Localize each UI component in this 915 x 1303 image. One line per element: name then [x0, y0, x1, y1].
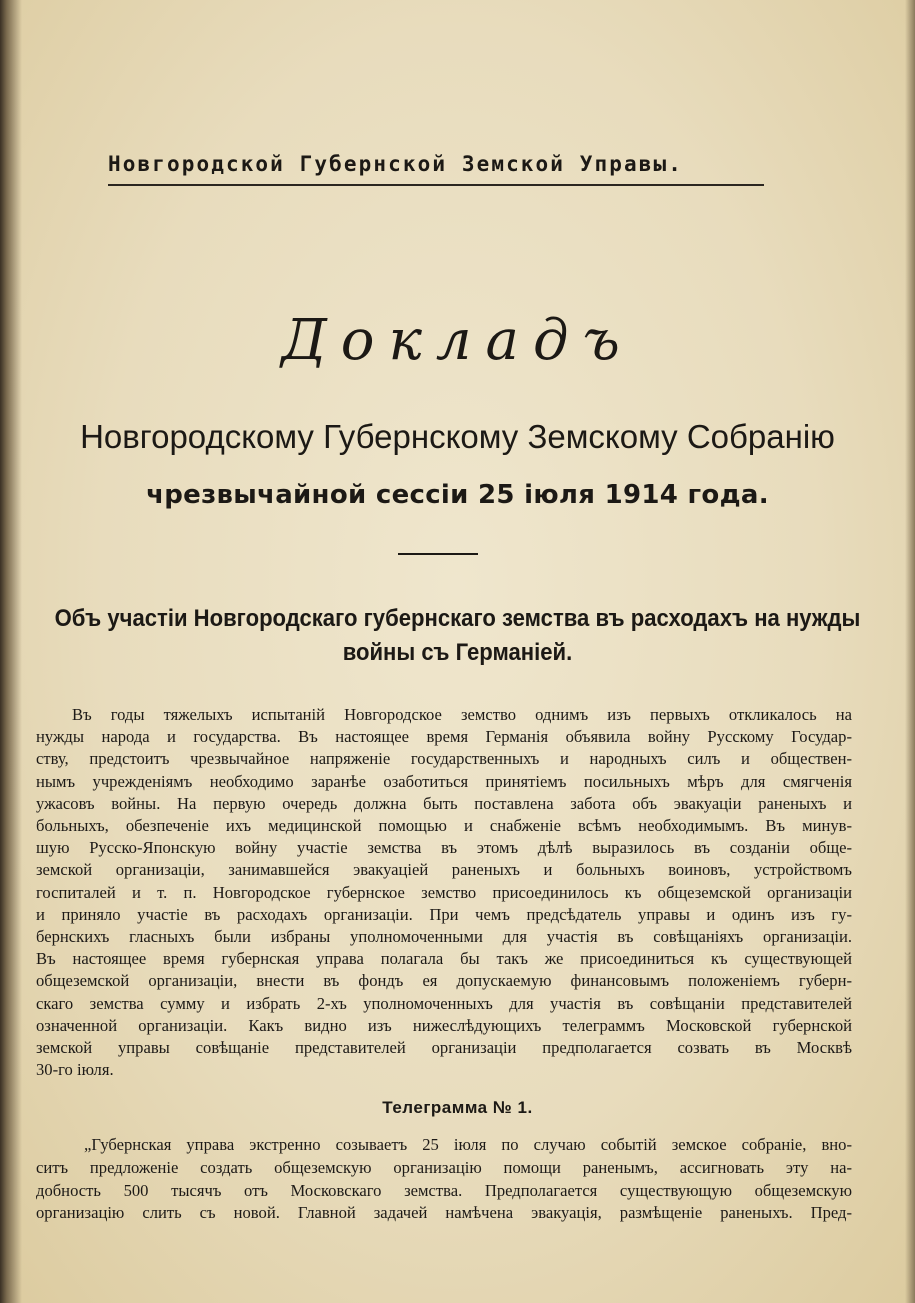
- section-heading: [37, 602, 879, 670]
- body-line: ужасовъ войны. На первую очередь должна быть поставлена забота объ эвакуацiи раненыхъ и: [36, 793, 852, 813]
- header-rule: [108, 184, 764, 186]
- telegram-line: ситъ предложенiе создать общеземскую организацiю помощи раненымъ, ассигновать эту на-: [36, 1157, 852, 1177]
- telegram-line: „Губернская управа экстренно созываетъ 25 iюля по случаю событiй земское собранiе, вно-: [84, 1135, 852, 1154]
- body-line: общеземской организацiи, внести въ фондъ ея допускаемую финансовымъ положенiемъ губерн-: [36, 971, 852, 991]
- body-line: больныхъ, обезпеченiе ихъ медицинской помощью и снабженiе всѣмъ необходимымъ. Въ минув-: [36, 816, 852, 836]
- section-heading-line: Объ участiи Новгородскаго губернскаго земства въ расходахъ на нужды: [54, 605, 861, 632]
- section-heading-line: войны съ Германiей.: [342, 639, 573, 666]
- body-line: означенной организацiи. Какъ видно изъ нижеслѣдующихъ телеграммъ Московской губернской: [36, 1015, 852, 1035]
- telegram-line: добность 500 тысячъ отъ Московскаго земства. Предполагается существующую общеземскую: [36, 1180, 852, 1200]
- body-line: ству, предстоитъ чрезвычайное напряженiе государственныхъ и народныхъ силъ и обществен-: [36, 749, 852, 769]
- session-line: чрезвычайной сессiи 25 iюля 1914 года.: [146, 480, 769, 510]
- running-header: Новгородской Губернской Земской Управы.: [108, 152, 683, 176]
- telegram-text: [36, 1134, 852, 1225]
- body-line: и приняло участiе въ расходахъ организацiи. При чемъ предсѣдатель управы и одинъ изъ гу-: [36, 904, 852, 924]
- body-paragraph: [36, 704, 852, 1081]
- body-line: бернскихъ гласныхъ были избраны уполномоченными для участiя въ совѣщанiяхъ организацiи.: [36, 927, 852, 947]
- body-line: 30-го iюля.: [36, 1060, 114, 1080]
- separator-rule: [398, 553, 478, 555]
- body-line: нымъ учрежденiямъ необходимо заранѣе озаботиться принятiемъ посильныхъ мѣръ для смягченiя: [36, 771, 852, 791]
- body-line: шую Русско-Японскую войну участiе земства въ этомъ дѣлѣ выразилось въ созданiи обще-: [36, 838, 852, 858]
- body-line: земской управы совѣщанiе представителей организацiи предполагается созвать въ Москвѣ: [36, 1038, 852, 1058]
- body-line: нужды народа и государства. Въ настоящее время Германiя объявила войну Русскому Государ-: [36, 727, 852, 747]
- body-line: Въ годы тяжелыхъ испытанiй Новгородское земство однимъ изъ первыхъ откликалось на: [72, 705, 852, 724]
- document-subtitle: Новгородскому Губернскому Земскому Собранiю: [80, 418, 835, 455]
- telegram-line: организацiю слить съ новой. Главной задачей намѣчена эвакуацiя, размѣщенiе раненыхъ. Пред-: [36, 1203, 852, 1223]
- body-line: Въ настоящее время губернская управа полагала бы такъ же присоединиться къ существующей: [36, 949, 852, 969]
- body-line: скаго земства сумму и избрать 2-хъ уполномоченныхъ для участiя въ совѣщанiи представителей: [36, 993, 852, 1013]
- document-title: Докладъ: [281, 308, 634, 373]
- body-line: госпиталей и т. п. Новгородское губернское земство присоединилось къ общеземской организацiи: [36, 882, 852, 902]
- telegram-title: Телеграмма № 1.: [382, 1098, 533, 1117]
- body-line: земской организацiи, занимавшейся эвакуацiей раненыхъ и больныхъ воиновъ, устройствомъ: [36, 860, 852, 880]
